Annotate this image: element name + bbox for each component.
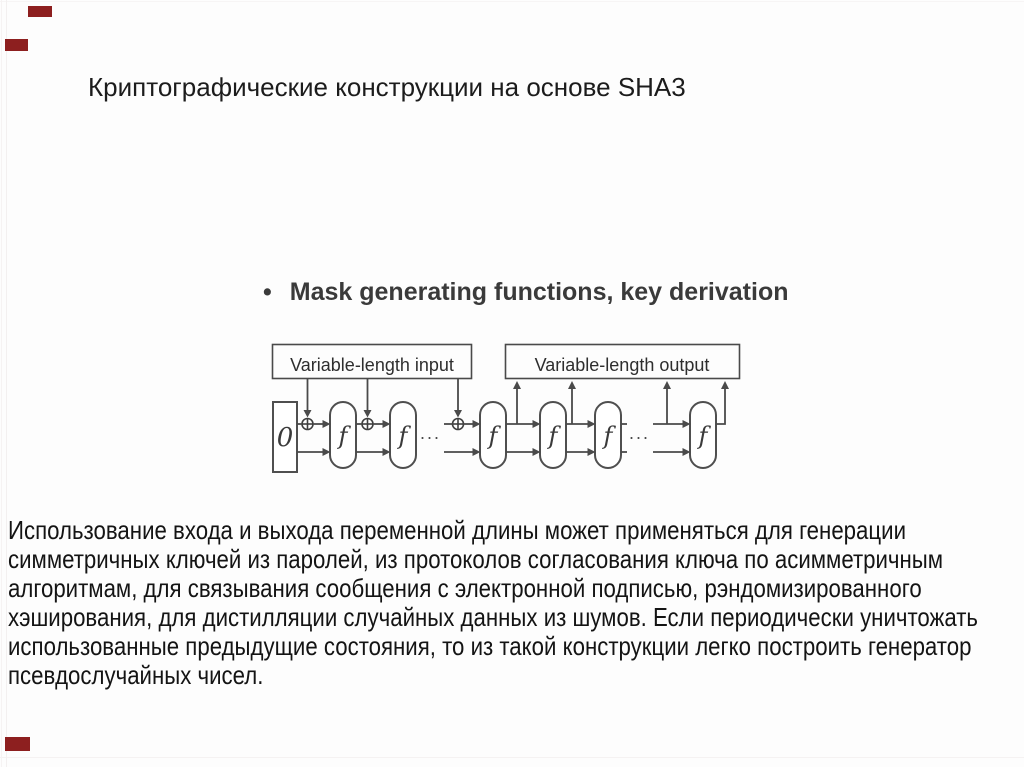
xor-icon [453, 419, 464, 430]
output-label: Variable-length output [534, 355, 710, 375]
connector-lines [297, 379, 725, 452]
ellipsis: ··· [419, 427, 441, 447]
body-line: симметричных ключей из паролей, из протоколов согласования ключа по асимметричным [8, 544, 944, 574]
f-label: f [338, 422, 348, 450]
body-line: алгоритмам, для связывания сообщения с электронной подписью, рэндомизированного [8, 573, 922, 603]
bullet-icon: • [263, 278, 272, 306]
body-paragraph [8, 516, 1024, 690]
page-title: Криптографические конструкции на основе SHA3 [88, 72, 686, 102]
ellipsis: ··· [628, 427, 650, 447]
f-blocks [330, 402, 716, 468]
body-line: хэширования, для дистилляции случайных данных из шумов. Если периодически уничтожать [8, 602, 979, 632]
body-line: использованные предыдущие состояния, то из такой конструкции легко построить генератор [8, 631, 972, 661]
f-label: f [603, 422, 613, 450]
f-label: f [548, 422, 558, 450]
xor-icon [302, 419, 313, 430]
f-label: f [488, 422, 498, 450]
state-zero-label: 0 [276, 423, 294, 453]
body-line: псевдослучайных чисел. [8, 660, 264, 690]
f-label: f [398, 422, 408, 450]
input-label: Variable-length input [290, 355, 454, 375]
body-line: Использование входа и выхода переменной длины может применяться для генерации [8, 515, 906, 545]
f-label: f [698, 422, 708, 450]
bullet-heading: Mask generating functions, key derivation [289, 278, 789, 306]
xor-icon [362, 419, 373, 430]
